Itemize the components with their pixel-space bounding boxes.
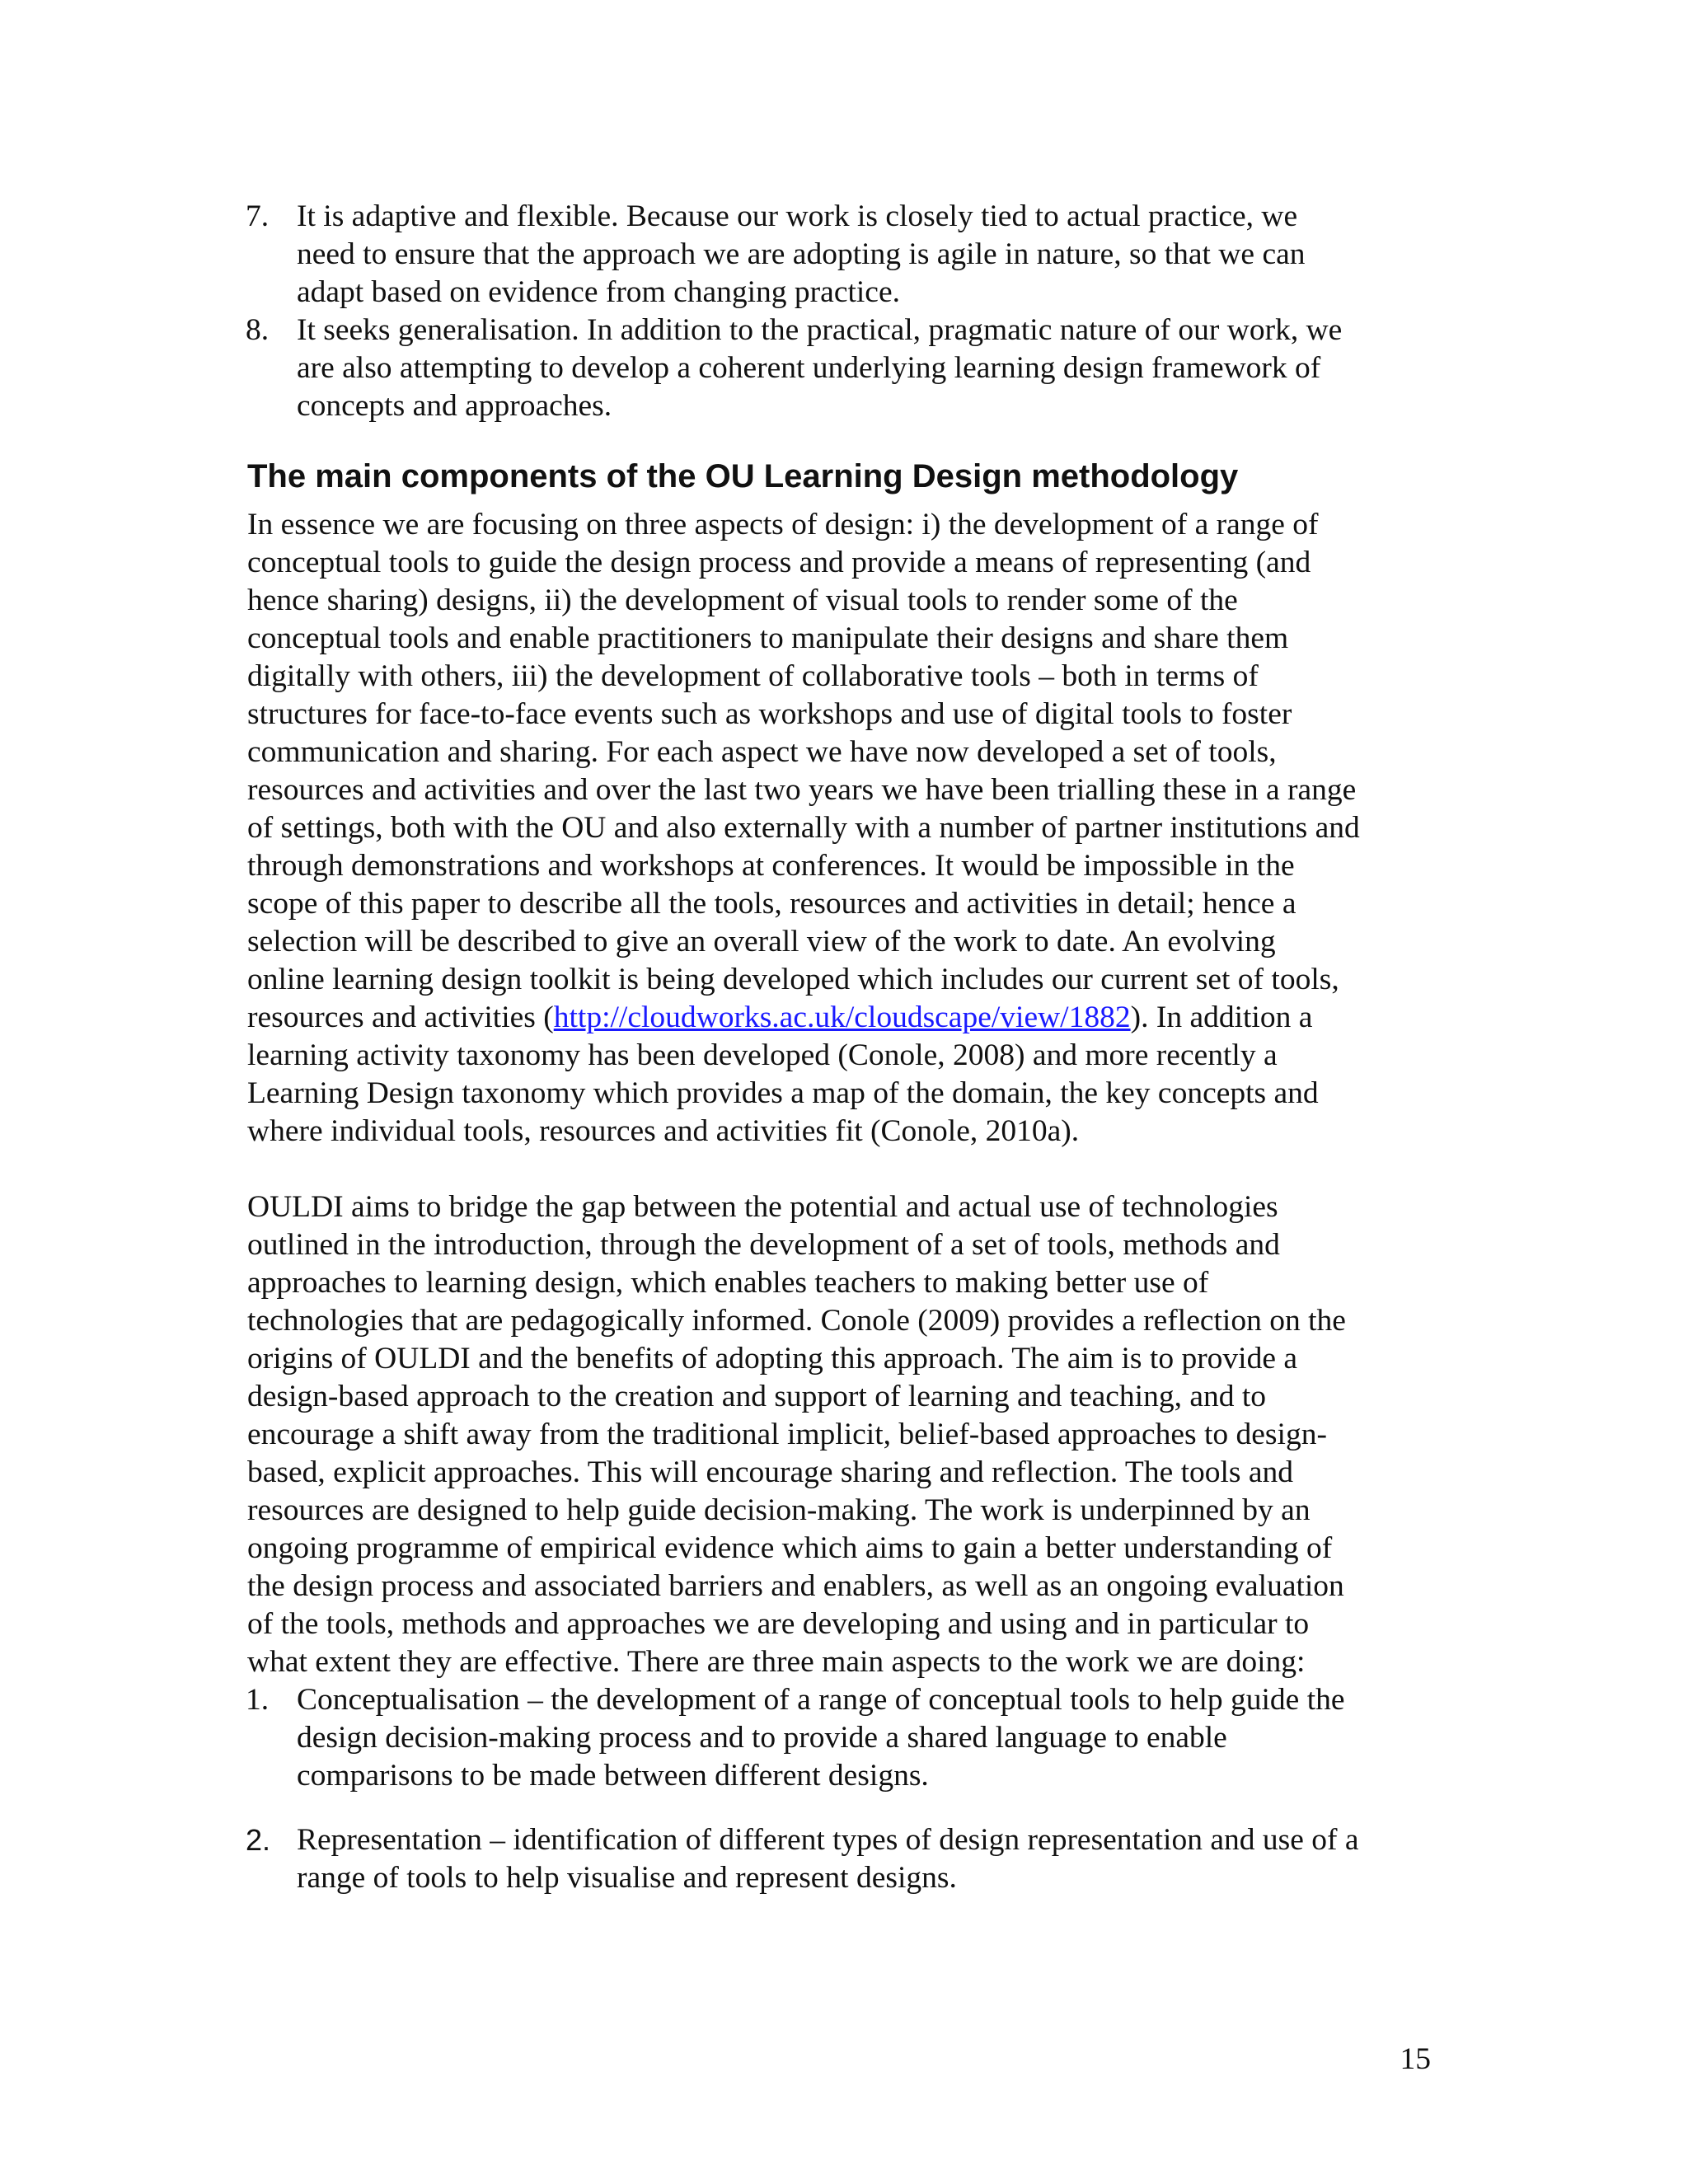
paragraph-line: approaches to learning design, which enables teachers to making better use of xyxy=(247,1266,1209,1300)
list-item-1 xyxy=(246,1681,1449,1795)
list-item-8 xyxy=(246,312,1449,425)
numbered-list-bottom xyxy=(246,1681,1449,1795)
paragraph-line: based, explicit approaches. This will encourage sharing and reflection. The tools and xyxy=(247,1455,1294,1489)
paragraph-line: In essence we are focusing on three aspects of design: i) the development of a range of xyxy=(247,508,1319,541)
paragraph-line: of settings, both with the OU and also externally with a number of partner institutions and xyxy=(247,811,1360,845)
paragraph-line: the design process and associated barriers and enablers, as well as an ongoing evaluation xyxy=(247,1569,1344,1603)
paragraph-1 xyxy=(247,506,1451,1151)
numbered-list-top xyxy=(246,198,1449,425)
paragraph-line: resources are designed to help guide decision-making. The work is underpinned by an xyxy=(247,1493,1311,1527)
paragraph-line: scope of this paper to describe all the tools, resources and activities in detail; hence a xyxy=(247,887,1296,921)
paragraph-line: where individual tools, resources and activities fit (Conole, 2010a). xyxy=(247,1114,1080,1148)
list-text-line: need to ensure that the approach we are adopting is agile in nature, so that we can xyxy=(297,237,1306,271)
list-number: 7. xyxy=(246,199,270,233)
list-text-line: It seeks generalisation. In addition to the practical, pragmatic nature of our work, we xyxy=(297,313,1343,347)
list-text-line: Conceptualisation – the development of a range of conceptual tools to help guide the xyxy=(297,1683,1345,1717)
link-prefix-text: resources and activities ( xyxy=(247,1001,554,1034)
paragraph-line: origins of OULDI and the benefits of adopting this approach. The aim is to provide a xyxy=(247,1342,1298,1376)
list-item-7 xyxy=(246,198,1449,312)
paragraph-line: outlined in the introduction, through the development of a set of tools, methods and xyxy=(247,1228,1280,1262)
paragraph-line: conceptual tools and enable practitioners to manipulate their designs and share them xyxy=(247,621,1289,655)
list-text-line: range of tools to help visualise and represent designs. xyxy=(297,1861,957,1895)
paragraph-line: digitally with others, iii) the development of collaborative tools – both in terms of xyxy=(247,659,1259,693)
paragraph-line: Learning Design taxonomy which provides a map of the domain, the key concepts and xyxy=(247,1076,1319,1110)
paragraph-line: communication and sharing. For each aspect we have now developed a set of tools, xyxy=(247,735,1277,769)
section-heading: The main components of the OU Learning Design methodology xyxy=(247,458,1239,494)
paragraph-line: structures for face-to-face events such as workshops and use of digital tools to foster xyxy=(247,697,1292,731)
list-text-line: Representation – identification of different types of design representation and use of a xyxy=(297,1823,1359,1857)
list-text-line: concepts and approaches. xyxy=(297,389,612,423)
paragraph-line: learning activity taxonomy has been developed (Conole, 2008) and more recently a xyxy=(247,1038,1278,1072)
cloudworks-link[interactable]: http://cloudworks.ac.uk/cloudscape/view/1882 xyxy=(553,1001,1131,1034)
paragraph-line: online learning design toolkit is being developed which includes our current set of tools, xyxy=(247,963,1339,996)
list-text-line: design decision-making process and to provide a shared language to enable xyxy=(297,1721,1227,1755)
paragraph-line: what extent they are effective. There are three main aspects to the work we are doing: xyxy=(247,1645,1306,1679)
list-number: 2. xyxy=(246,1823,271,1857)
paragraph-line: OULDI aims to bridge the gap between the potential and actual use of technologies xyxy=(247,1190,1278,1224)
paragraph-line: conceptual tools to guide the design process and provide a means of representing (and xyxy=(247,546,1311,579)
list-text-line: are also attempting to develop a coherent underlying learning design framework of xyxy=(297,351,1321,385)
paragraph-line: resources and activities and over the last two years we have been trialling these in a range xyxy=(247,773,1357,807)
paragraph-line-with-link xyxy=(247,999,1451,1037)
list-item-2 xyxy=(246,1821,1449,1897)
list-number: 1. xyxy=(246,1683,270,1717)
paragraph-line: selection will be described to give an overall view of the work to date. An evolving xyxy=(247,925,1276,958)
paragraph-line: of the tools, methods and approaches we are developing and using and in particular to xyxy=(247,1607,1310,1641)
page-number: 15 xyxy=(1400,2042,1431,2076)
numbered-list-bottom-continued xyxy=(246,1821,1449,1897)
link-suffix-text: ). In addition a xyxy=(1130,1001,1313,1034)
paragraph-line: encourage a shift away from the traditional implicit, belief-based approaches to design- xyxy=(247,1418,1327,1451)
paragraph-line: through demonstrations and workshops at conferences. It would be impossible in the xyxy=(247,849,1295,883)
list-text-line: adapt based on evidence from changing practice. xyxy=(297,275,900,309)
paragraph-line: design-based approach to the creation and support of learning and teaching, and to xyxy=(247,1380,1267,1413)
list-text-line: comparisons to be made between different designs. xyxy=(297,1759,929,1793)
paragraph-2 xyxy=(247,1188,1451,1681)
paragraph-line: technologies that are pedagogically informed. Conole (2009) provides a reflection on the xyxy=(247,1304,1346,1338)
paragraph-line: hence sharing) designs, ii) the development of visual tools to render some of the xyxy=(247,583,1238,617)
list-number: 8. xyxy=(246,313,270,347)
list-text-line: It is adaptive and flexible. Because our work is closely tied to actual practice, we xyxy=(297,199,1298,233)
paragraph-line: ongoing programme of empirical evidence which aims to gain a better understanding of xyxy=(247,1531,1333,1565)
